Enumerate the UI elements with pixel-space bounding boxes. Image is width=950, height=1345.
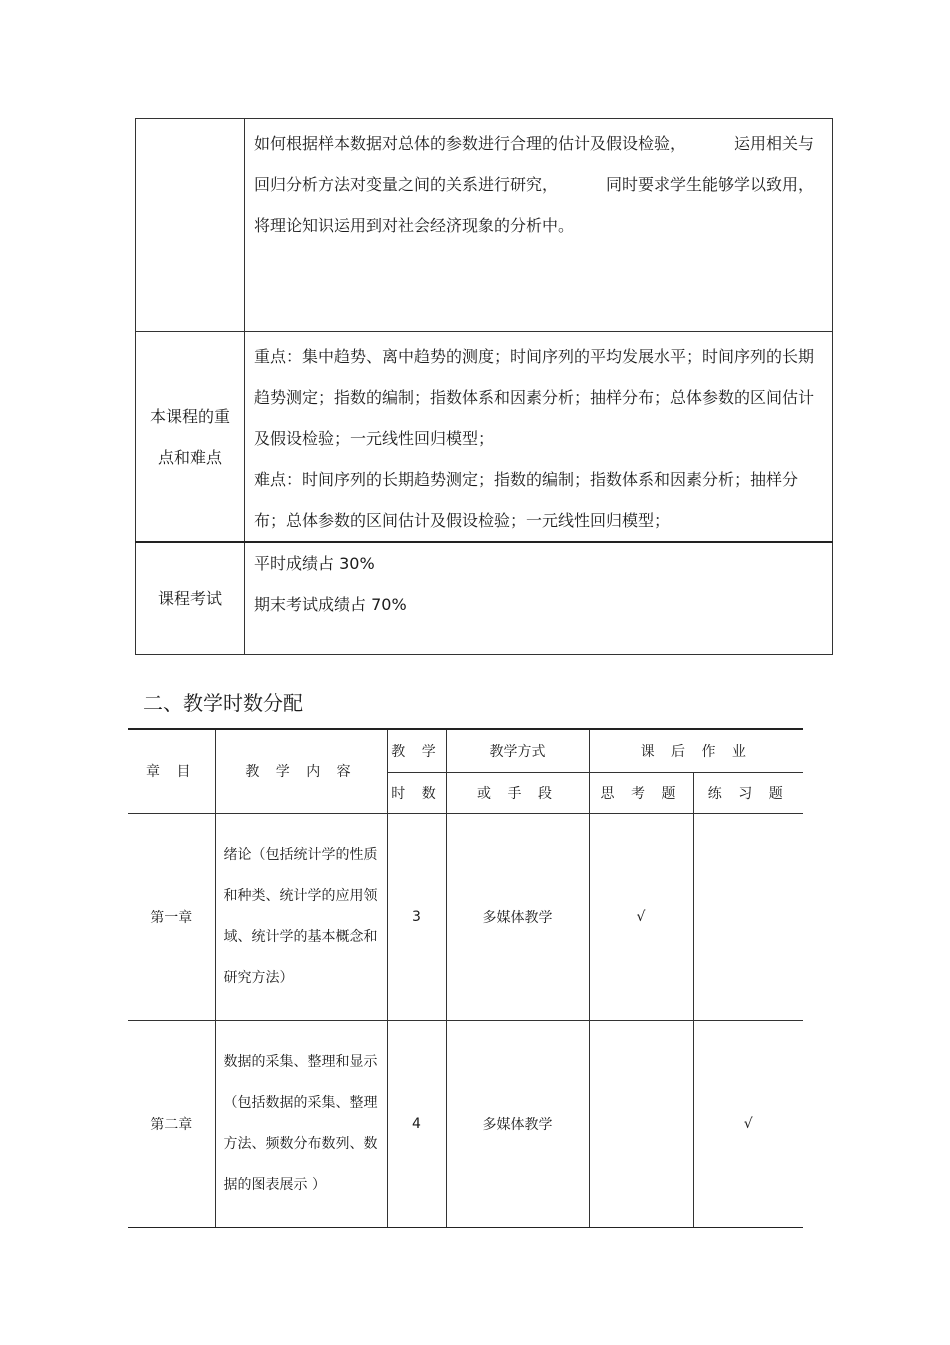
header-hours-top: 教 学 bbox=[387, 729, 446, 772]
objectives-text-1: 如何根据样本数据对总体的参数进行合理的估计及假设检验， bbox=[254, 134, 687, 153]
header-row-1 bbox=[128, 729, 803, 772]
key-points-text: 重点：集中趋势、离中趋势的测度；时间序列的平均发展水平；时间序列的长期趋势测定；指数的编制；指数体系和因素分析；抽样分布；总体参数的区间估计及假设检验；一元线性回归模型； bbox=[254, 347, 815, 448]
objectives-text-3: 同时要求学生能够学以致用，将理论知识运用到对社会经济现象的分析中。 bbox=[254, 175, 815, 235]
row-chapter: 第二章 bbox=[128, 1020, 215, 1227]
header-chapter: 章 目 bbox=[128, 729, 215, 813]
table-row bbox=[128, 1020, 803, 1227]
difficult-points-text: 难点：时间序列的长期趋势测定；指数的编制；指数体系和因素分析；抽样分布；总体参数的区间估计及假设检验；一元线性回归模型； bbox=[254, 470, 799, 530]
course-info-table bbox=[135, 118, 833, 655]
objectives-label-cell bbox=[136, 119, 245, 332]
exam-text-cell bbox=[245, 542, 833, 654]
exam-regular-score: 平时成绩占 30% bbox=[254, 554, 375, 573]
section-title: 二、教学时数分配 bbox=[143, 691, 303, 715]
key-points-row bbox=[136, 332, 833, 543]
objectives-text-2: 运用相关与回归分析方法对变量之间的关系进行研究， bbox=[254, 134, 815, 194]
row-hours: 4 bbox=[387, 1020, 446, 1227]
header-hours-bottom: 时 数 bbox=[387, 772, 446, 813]
row-method: 多媒体教学 bbox=[446, 1020, 589, 1227]
table-row bbox=[128, 813, 803, 1020]
row-chapter: 第一章 bbox=[128, 813, 215, 1020]
exam-row bbox=[136, 542, 833, 654]
header-thinking: 思 考 题 bbox=[589, 772, 693, 813]
objectives-text-cell bbox=[245, 119, 833, 332]
exam-label: 课程考试 bbox=[136, 542, 245, 654]
row-method: 多媒体教学 bbox=[446, 813, 589, 1020]
objectives-row bbox=[136, 119, 833, 332]
key-points-label-text: 本课程的重点和难点 bbox=[150, 406, 231, 467]
row-thinking-check bbox=[589, 1020, 693, 1227]
key-points-text-cell bbox=[245, 332, 833, 543]
header-method-top: 教学方式 bbox=[446, 729, 589, 772]
row-exercise-check: √ bbox=[693, 1020, 803, 1227]
row-exercise-check bbox=[693, 813, 803, 1020]
exam-final-score: 期末考试成绩占 70% bbox=[254, 595, 407, 614]
row-content: 绪论（包括统计学的性质和种类、统计学的应用领域、统计学的基本概念和研究方法） bbox=[215, 813, 387, 1020]
key-points-label bbox=[136, 332, 245, 543]
row-thinking-check: √ bbox=[589, 813, 693, 1020]
header-homework: 课 后 作 业 bbox=[589, 729, 803, 772]
header-exercise: 练 习 题 bbox=[693, 772, 803, 813]
header-content: 教 学 内 容 bbox=[215, 729, 387, 813]
row-content: 数据的采集、整理和显示（包括数据的采集、整理方法、频数分布数列、数据的图表展示 ） bbox=[215, 1020, 387, 1227]
teaching-hours-table bbox=[128, 728, 803, 1228]
row-hours: 3 bbox=[387, 813, 446, 1020]
header-method-bottom: 或 手 段 bbox=[446, 772, 589, 813]
